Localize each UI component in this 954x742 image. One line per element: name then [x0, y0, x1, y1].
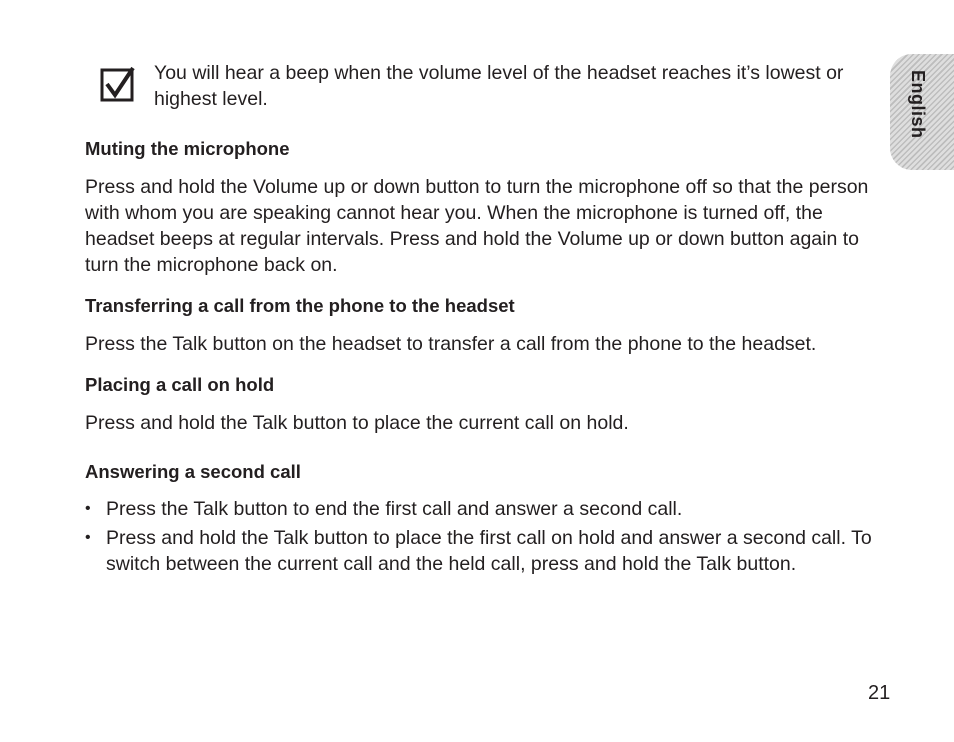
list-item-text: Press and hold the Talk button to place the first call on hold and answer a second call. To switch between the current call and the held call, press and hold the Talk button. — [106, 527, 872, 575]
language-tab — [890, 54, 954, 170]
list-item — [85, 496, 875, 522]
list-item — [85, 525, 875, 577]
section-heading-hold: Placing a call on hold — [85, 374, 275, 395]
checkbox-note-icon — [100, 66, 136, 102]
language-tab-label: English — [908, 70, 928, 139]
bullet-icon: • — [85, 529, 91, 546]
section-heading-transferring: Transferring a call from the phone to the headset — [85, 295, 515, 316]
section-body-muting: Press and hold the Volume up or down button to turn the microphone off so that the person with whom you are speaking cannot hear you. When the microphone is turned off, the headset beeps at regular intervals. Press and hold the Volume up or down button again to turn the microphone back on. — [85, 176, 869, 276]
section-body-transferring: Press the Talk button on the headset to transfer a call from the phone to the headset. — [85, 333, 817, 355]
main-content — [85, 137, 875, 580]
page-number: 21 — [868, 682, 891, 704]
bullet-icon: • — [85, 500, 91, 517]
list-item-text: Press the Talk button to end the first call and answer a second call. — [106, 498, 683, 520]
bullet-list — [85, 496, 875, 577]
note-text: You will hear a beep when the volume level of the headset reaches it’s lowest or highest level. — [154, 62, 844, 110]
section-heading-second-call: Answering a second call — [85, 461, 301, 482]
section-heading-muting: Muting the microphone — [85, 138, 290, 159]
section-body-hold: Press and hold the Talk button to place the current call on hold. — [85, 412, 629, 434]
